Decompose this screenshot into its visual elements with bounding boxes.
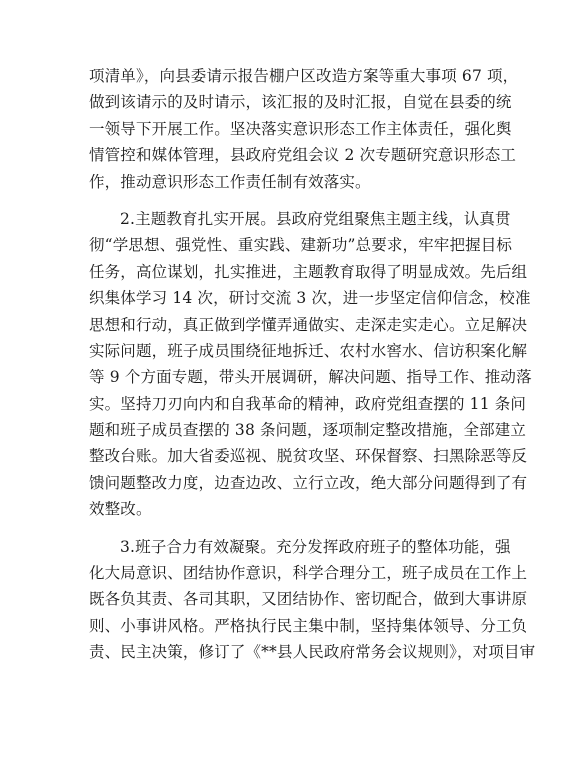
text-line: 项清单》，向县委请示报告棚户区改造方案等重大事项 67 项， (89, 67, 519, 85)
paragraph-2 (89, 206, 532, 523)
text-line: 化大局意识、团结协作意识，科学合理分工，班子成员在工作上 (89, 564, 528, 583)
text-line: 思想和行动，真正做到学懂弄通做实、走深走实走心。立足解决 (89, 315, 528, 334)
text-line: 馈问题整改力度，边查边改、立行立改，绝大部分问题得到了有 (89, 473, 528, 492)
text-line: 实。坚持刀刃向内和自我革命的精神，政府党组查摆的 11 条问 (89, 394, 527, 413)
text-line: 织集体学习 14 次，研讨交流 3 次，进一步坚定信仰信念，校准 (89, 289, 531, 308)
text-line: 实际问题，班子成员围绕征地拆迁、农村水窖水、信访积案化解 (89, 341, 528, 360)
text-line: 既各负其责、各司其职，又团结协作、密切配合，做到大事讲原 (89, 590, 528, 609)
text-line: 2.主题教育扎实开展。县政府党组聚焦主题主线，认真贯 (120, 209, 511, 228)
text-line: 一领导下开展工作。坚决落实意识形态工作主体责任，强化舆 (89, 119, 512, 138)
text-line: 做到该请示的及时请示，该汇报的及时汇报，自觉在县委的统 (89, 93, 512, 112)
text-line: 题和班子成员查摆的 38 条问题，逐项制定整改措施，全部建立 (89, 421, 527, 440)
text-line: 等 9 个方面专题，带头开展调研，解决问题、指导工作、推动落 (89, 368, 532, 387)
text-line: 任务，高位谋划，扎实推进，主题教育取得了明显成效。先后组 (89, 262, 528, 281)
text-line: 责、民主决策，修订了《**县人民政府常务会议规则》，对项目审 (89, 643, 536, 662)
text-line: 整改台账。加大省委巡视、脱贫攻坚、环保督察、扫黑除恶等反 (89, 447, 528, 466)
text-line: 效整改。 (89, 500, 152, 519)
text-line: 3.班子合力有效凝聚。充分发挥政府班子的整体功能，强 (120, 537, 511, 556)
text-line: 彻“学思想、强党性、重实践、建新功”总要求，牢牢把握目标 (89, 236, 513, 255)
text-line: 作，推动意识形态工作责任制有效落实。 (89, 172, 371, 191)
paragraph-1 (89, 63, 519, 195)
paragraph-3 (89, 534, 536, 666)
document-body (89, 63, 536, 666)
text-line: 则、小事讲风格。严格执行民主集中制，坚持集体领导、分工负 (89, 616, 528, 635)
text-line: 情管控和媒体管理，县政府党组会议 2 次专题研究意识形态工 (89, 146, 517, 165)
